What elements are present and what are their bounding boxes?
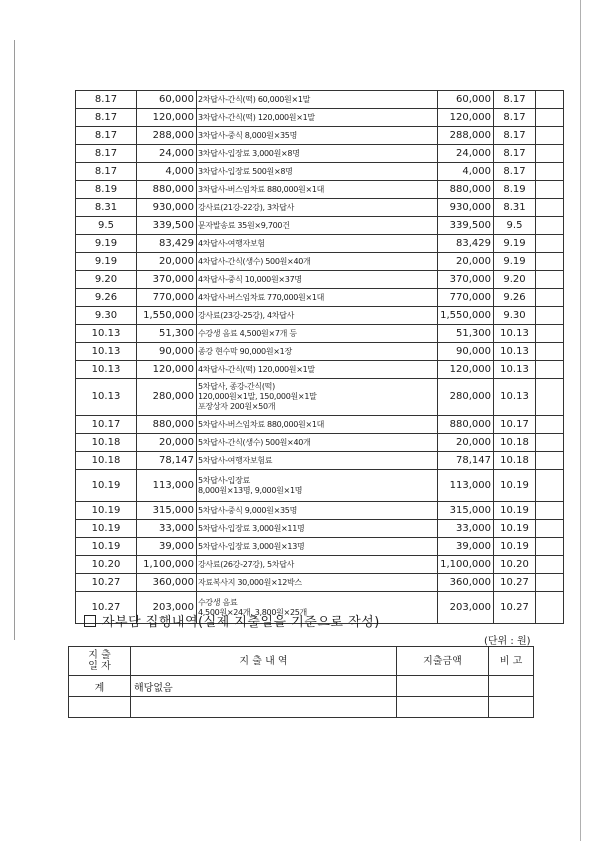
row-date-confirmed: 10.13 xyxy=(494,361,536,379)
row-description: 4차답사-버스임차료 770,000원×1대 xyxy=(197,289,438,307)
row-amount-confirmed: 24,000 xyxy=(438,145,494,163)
table-row xyxy=(76,520,564,538)
row-amount-confirmed: 51,300 xyxy=(438,325,494,343)
row-blank xyxy=(536,538,564,556)
row-description: 4차답사-여행자보험 xyxy=(197,235,438,253)
row-blank xyxy=(536,163,564,181)
checkbox-square-icon xyxy=(84,615,96,627)
total-note xyxy=(489,676,534,697)
row-date: 10.27 xyxy=(76,574,137,592)
row-blank xyxy=(536,127,564,145)
row-date-confirmed: 9.30 xyxy=(494,307,536,325)
row-description: 강사료(26강-27강), 5차답사 xyxy=(197,556,438,574)
row-date: 9.30 xyxy=(76,307,137,325)
row-description: 강사료(23강-25강), 4차답사 xyxy=(197,307,438,325)
row-blank xyxy=(536,361,564,379)
table-row xyxy=(69,697,534,718)
header-desc: 지 출 내 역 xyxy=(131,647,397,676)
row-date: 10.18 xyxy=(76,452,137,470)
table-row xyxy=(76,556,564,574)
row-date-confirmed: 10.19 xyxy=(494,520,536,538)
row-blank xyxy=(536,199,564,217)
row-date-confirmed: 10.27 xyxy=(494,592,536,624)
row-description: 5차답사, 종강-간식(떡) 120,000원×1말, 150,000원×1말 포장상자 200원×50개 xyxy=(197,379,438,416)
row-blank xyxy=(536,452,564,470)
row-amount: 930,000 xyxy=(137,199,197,217)
row-date: 8.19 xyxy=(76,181,137,199)
row-amount: 83,429 xyxy=(137,235,197,253)
row-date-confirmed: 8.17 xyxy=(494,91,536,109)
row-date-confirmed: 9.19 xyxy=(494,253,536,271)
section-title xyxy=(84,611,380,630)
row-amount-confirmed: 113,000 xyxy=(438,470,494,502)
row-date-confirmed: 9.26 xyxy=(494,289,536,307)
table-row xyxy=(76,574,564,592)
row-amount: 315,000 xyxy=(137,502,197,520)
row-blank xyxy=(536,235,564,253)
total-amount xyxy=(397,676,489,697)
row-description: 자료복사지 30,000원×12박스 xyxy=(197,574,438,592)
row-description: 5차답사-입장료 8,000원×13명, 9,000원×1명 xyxy=(197,470,438,502)
row-amount: 24,000 xyxy=(137,145,197,163)
row-amount: 20,000 xyxy=(137,253,197,271)
row-date: 8.17 xyxy=(76,127,137,145)
row-date-confirmed: 8.19 xyxy=(494,181,536,199)
row-date: 9.19 xyxy=(76,253,137,271)
row-description: 강사료(21강-22강), 3차답사 xyxy=(197,199,438,217)
table-row xyxy=(69,676,534,697)
empty-cell xyxy=(489,697,534,718)
row-description: 3차답사-입장료 500원×8명 xyxy=(197,163,438,181)
row-description: 5차답사-여행자보험료 xyxy=(197,452,438,470)
row-date-confirmed: 8.31 xyxy=(494,199,536,217)
row-date: 10.13 xyxy=(76,379,137,416)
row-amount-confirmed: 1,550,000 xyxy=(438,307,494,325)
row-blank xyxy=(536,502,564,520)
total-desc: 해당없음 xyxy=(131,676,397,697)
table-row xyxy=(76,145,564,163)
row-date-confirmed: 10.19 xyxy=(494,502,536,520)
row-date-confirmed: 10.27 xyxy=(494,574,536,592)
table-row xyxy=(76,470,564,502)
row-amount: 113,000 xyxy=(137,470,197,502)
row-description: 2차답사-간식(떡) 60,000원×1말 xyxy=(197,91,438,109)
row-date: 10.19 xyxy=(76,502,137,520)
row-blank xyxy=(536,307,564,325)
row-date: 10.18 xyxy=(76,434,137,452)
row-description: 5차답사-입장료 3,000원×13명 xyxy=(197,538,438,556)
expense-ledger-table xyxy=(75,90,564,624)
row-amount-confirmed: 203,000 xyxy=(438,592,494,624)
row-blank xyxy=(536,574,564,592)
table-row xyxy=(76,199,564,217)
row-blank xyxy=(536,271,564,289)
row-date-confirmed: 10.13 xyxy=(494,343,536,361)
table-row xyxy=(76,379,564,416)
row-description: 3차답사-입장료 3,000원×8명 xyxy=(197,145,438,163)
table-row xyxy=(76,271,564,289)
row-date: 8.31 xyxy=(76,199,137,217)
row-blank xyxy=(536,416,564,434)
row-description: 4차답사-중식 10,000원×37명 xyxy=(197,271,438,289)
row-date: 10.17 xyxy=(76,416,137,434)
row-amount: 203,000 xyxy=(137,592,197,624)
row-date: 8.17 xyxy=(76,109,137,127)
row-description: 5차답사-버스임차료 880,000원×1대 xyxy=(197,416,438,434)
row-date: 10.19 xyxy=(76,520,137,538)
row-date: 10.19 xyxy=(76,538,137,556)
row-description: 3차답사-중식 8,000원×35명 xyxy=(197,127,438,145)
row-amount-confirmed: 339,500 xyxy=(438,217,494,235)
scan-edge-line xyxy=(14,40,15,640)
table-row xyxy=(76,91,564,109)
table-row xyxy=(76,181,564,199)
row-amount-confirmed: 120,000 xyxy=(438,361,494,379)
row-amount: 360,000 xyxy=(137,574,197,592)
row-description: 수강생 음료 4,500원×7개 등 xyxy=(197,325,438,343)
row-date-confirmed: 10.18 xyxy=(494,452,536,470)
row-amount-confirmed: 20,000 xyxy=(438,434,494,452)
row-amount-confirmed: 880,000 xyxy=(438,181,494,199)
row-amount: 39,000 xyxy=(137,538,197,556)
row-amount: 51,300 xyxy=(137,325,197,343)
row-amount-confirmed: 83,429 xyxy=(438,235,494,253)
row-amount: 770,000 xyxy=(137,289,197,307)
row-date-confirmed: 10.19 xyxy=(494,470,536,502)
row-amount: 4,000 xyxy=(137,163,197,181)
table-row xyxy=(76,253,564,271)
row-blank xyxy=(536,556,564,574)
table-row xyxy=(76,235,564,253)
scan-edge-line xyxy=(580,0,581,841)
row-blank xyxy=(536,217,564,235)
row-date: 10.19 xyxy=(76,470,137,502)
row-amount: 60,000 xyxy=(137,91,197,109)
row-amount-confirmed: 60,000 xyxy=(438,91,494,109)
row-blank xyxy=(536,145,564,163)
header-amount: 지출금액 xyxy=(397,647,489,676)
row-date: 8.17 xyxy=(76,145,137,163)
row-date-confirmed: 10.13 xyxy=(494,379,536,416)
row-amount-confirmed: 288,000 xyxy=(438,127,494,145)
row-date-confirmed: 9.20 xyxy=(494,271,536,289)
empty-cell xyxy=(131,697,397,718)
row-description: 5차답사-입장료 3,000원×11명 xyxy=(197,520,438,538)
row-amount-confirmed: 880,000 xyxy=(438,416,494,434)
empty-cell xyxy=(397,697,489,718)
row-date-confirmed: 10.20 xyxy=(494,556,536,574)
row-blank xyxy=(536,343,564,361)
table-row xyxy=(76,343,564,361)
row-date-confirmed: 8.17 xyxy=(494,163,536,181)
table-row xyxy=(76,289,564,307)
row-description: 수강생 음료 4,500원×24개, 3,800원×25개 xyxy=(197,592,438,624)
row-description: 3차답사-간식(떡) 120,000원×1말 xyxy=(197,109,438,127)
row-amount: 288,000 xyxy=(137,127,197,145)
row-amount-confirmed: 78,147 xyxy=(438,452,494,470)
row-amount: 370,000 xyxy=(137,271,197,289)
table-row xyxy=(76,434,564,452)
row-date-confirmed: 9.5 xyxy=(494,217,536,235)
row-date-confirmed: 8.17 xyxy=(494,127,536,145)
row-date-confirmed: 8.17 xyxy=(494,109,536,127)
row-date-confirmed: 10.18 xyxy=(494,434,536,452)
row-amount: 78,147 xyxy=(137,452,197,470)
header-date-text: 지 출 일 자 xyxy=(88,650,111,672)
table-row xyxy=(76,361,564,379)
row-amount-confirmed: 930,000 xyxy=(438,199,494,217)
row-amount-confirmed: 370,000 xyxy=(438,271,494,289)
row-blank xyxy=(536,181,564,199)
row-description: 3차답사-버스임차료 880,000원×1대 xyxy=(197,181,438,199)
row-blank xyxy=(536,592,564,624)
row-amount-confirmed: 90,000 xyxy=(438,343,494,361)
table-row xyxy=(76,307,564,325)
empty-cell xyxy=(69,697,131,718)
table-row xyxy=(76,109,564,127)
row-date: 10.27 xyxy=(76,592,137,624)
row-amount: 280,000 xyxy=(137,379,197,416)
row-amount: 120,000 xyxy=(137,109,197,127)
section-title-text: 자부담 집행내역(실제 지출일을 기준으로 작성) xyxy=(102,615,380,630)
row-description: 5차답사-중식 9,000원×35명 xyxy=(197,502,438,520)
row-date: 9.5 xyxy=(76,217,137,235)
row-date-confirmed: 10.13 xyxy=(494,325,536,343)
total-label: 계 xyxy=(69,676,131,697)
row-date: 9.20 xyxy=(76,271,137,289)
table-row xyxy=(76,538,564,556)
row-blank xyxy=(536,109,564,127)
row-amount: 90,000 xyxy=(137,343,197,361)
row-blank xyxy=(536,434,564,452)
row-amount-confirmed: 4,000 xyxy=(438,163,494,181)
row-date: 10.13 xyxy=(76,325,137,343)
table-row xyxy=(76,127,564,145)
row-date: 8.17 xyxy=(76,91,137,109)
row-date-confirmed: 10.19 xyxy=(494,538,536,556)
row-date: 10.20 xyxy=(76,556,137,574)
row-amount: 880,000 xyxy=(137,416,197,434)
row-amount: 20,000 xyxy=(137,434,197,452)
row-description: 4차답사-간식(떡) 120,000원×1말 xyxy=(197,361,438,379)
row-amount: 120,000 xyxy=(137,361,197,379)
row-blank xyxy=(536,289,564,307)
row-amount: 880,000 xyxy=(137,181,197,199)
row-date: 8.17 xyxy=(76,163,137,181)
table-row xyxy=(76,217,564,235)
row-amount-confirmed: 120,000 xyxy=(438,109,494,127)
table-row xyxy=(76,452,564,470)
row-description: 종강 현수막 90,000원×1장 xyxy=(197,343,438,361)
row-amount-confirmed: 770,000 xyxy=(438,289,494,307)
table-row xyxy=(76,416,564,434)
row-amount: 1,100,000 xyxy=(137,556,197,574)
row-blank xyxy=(536,379,564,416)
row-blank xyxy=(536,520,564,538)
row-date-confirmed: 9.19 xyxy=(494,235,536,253)
row-description: 4차답사-간식(생수) 500원×40개 xyxy=(197,253,438,271)
row-date: 10.13 xyxy=(76,343,137,361)
row-blank xyxy=(536,470,564,502)
row-date-confirmed: 8.17 xyxy=(494,145,536,163)
header-date xyxy=(69,647,131,676)
row-date: 10.13 xyxy=(76,361,137,379)
ledger-body xyxy=(76,91,564,624)
row-amount-confirmed: 20,000 xyxy=(438,253,494,271)
row-amount-confirmed: 360,000 xyxy=(438,574,494,592)
row-description: 문자발송료 35원×9,700건 xyxy=(197,217,438,235)
row-amount-confirmed: 1,100,000 xyxy=(438,556,494,574)
table-row xyxy=(76,325,564,343)
row-description: 5차답사-간식(생수) 500원×40개 xyxy=(197,434,438,452)
row-blank xyxy=(536,91,564,109)
table-row xyxy=(76,163,564,181)
row-amount-confirmed: 39,000 xyxy=(438,538,494,556)
header-note: 비 고 xyxy=(489,647,534,676)
row-blank xyxy=(536,253,564,271)
row-amount: 339,500 xyxy=(137,217,197,235)
row-date-confirmed: 10.17 xyxy=(494,416,536,434)
row-amount: 1,550,000 xyxy=(137,307,197,325)
row-blank xyxy=(536,325,564,343)
row-amount: 33,000 xyxy=(137,520,197,538)
row-amount-confirmed: 280,000 xyxy=(438,379,494,416)
unit-label: (단위 : 원) xyxy=(484,636,531,647)
row-date: 9.26 xyxy=(76,289,137,307)
row-amount-confirmed: 315,000 xyxy=(438,502,494,520)
table-header-row xyxy=(69,647,534,676)
table-row xyxy=(76,502,564,520)
row-date: 9.19 xyxy=(76,235,137,253)
row-amount-confirmed: 33,000 xyxy=(438,520,494,538)
self-pay-table xyxy=(68,646,534,718)
